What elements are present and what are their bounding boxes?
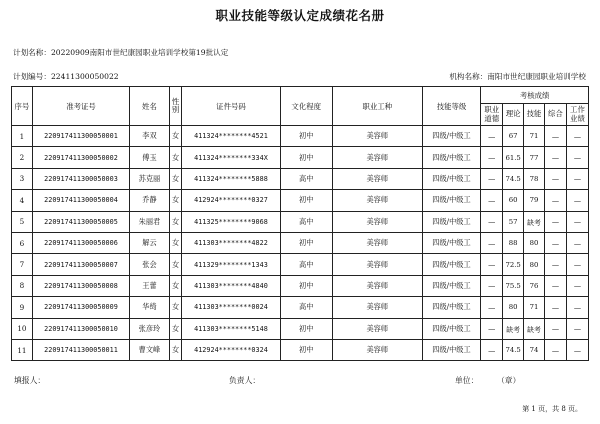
cell-overall: — [544,339,566,360]
cell-name: 张彦玲 [130,318,170,339]
cell-ticket: 220917411300050010 [32,318,129,339]
table-row [12,190,589,211]
cell-id: 411329********1343 [182,254,280,275]
cell-name: 苏克丽 [130,168,170,189]
cell-work: — [566,275,588,296]
cell-skill-level: 四级/中级工 [422,275,481,296]
cell-education: 高中 [280,168,332,189]
cell-ticket: 220917411300050001 [32,126,129,147]
cell-ticket: 220917411300050005 [32,211,129,232]
cell-ticket: 220917411300050011 [32,339,129,360]
cell-gender: 女 [169,339,182,360]
cell-gender: 女 [169,168,182,189]
cell-work: — [566,211,588,232]
col-name: 姓名 [130,87,170,126]
cell-seq: 7 [12,254,33,275]
cell-occupation: 美容师 [332,318,422,339]
cell-theory: 74.5 [503,168,524,189]
cell-education: 高中 [280,297,332,318]
cell-id: 411324********334X [182,147,280,168]
cell-ticket: 220917411300050004 [32,190,129,211]
cell-education: 初中 [280,190,332,211]
cell-occupation: 美容师 [332,254,422,275]
cell-occupation: 美容师 [332,211,422,232]
col-id: 证件号码 [182,87,280,126]
cell-overall: — [544,297,566,318]
cell-ethics: — [481,275,503,296]
cell-education: 初中 [280,275,332,296]
cell-skill: 71 [524,126,545,147]
cell-skill: 74 [524,339,545,360]
cell-id: 411303********4840 [182,275,280,296]
col-gender: 性别 [169,87,182,126]
cell-skill-level: 四级/中级工 [422,232,481,253]
cell-theory: 60 [503,190,524,211]
cell-theory: 缺考 [503,318,524,339]
table-row [12,275,589,296]
cell-theory: 72.5 [503,254,524,275]
cell-skill: 76 [524,275,545,296]
cell-occupation: 美容师 [332,232,422,253]
cell-name: 傅玉 [130,147,170,168]
cell-id: 411303********0024 [182,297,280,318]
col-ticket: 准考证号 [32,87,129,126]
cell-overall: — [544,254,566,275]
col-education: 文化程度 [280,87,332,126]
cell-skill: 79 [524,190,545,211]
cell-ticket: 220917411300050008 [32,275,129,296]
cell-education: 初中 [280,147,332,168]
col-theory: 理论 [503,104,524,126]
cell-education: 初中 [280,232,332,253]
cell-seq: 6 [12,232,33,253]
cell-work: — [566,318,588,339]
col-seq: 序号 [12,87,33,126]
cell-ticket: 220917411300050009 [32,297,129,318]
roster-body [12,126,589,361]
table-row [12,147,589,168]
cell-skill-level: 四级/中级工 [422,126,481,147]
table-row [12,318,589,339]
col-occupation: 职业工种 [332,87,422,126]
cell-work: — [566,297,588,318]
cell-work: — [566,147,588,168]
cell-education: 初中 [280,339,332,360]
cell-occupation: 美容师 [332,275,422,296]
cell-theory: 80 [503,297,524,318]
cell-name: 张会 [130,254,170,275]
cell-seq: 3 [12,168,33,189]
cell-gender: 女 [169,318,182,339]
cell-ethics: — [481,211,503,232]
col-skill-level: 技能等级 [422,87,481,126]
cell-theory: 88 [503,232,524,253]
cell-work: — [566,126,588,147]
plan-name: 计划名称：20220909南阳市世纪康园职业培训学校第19批认定 [13,48,229,57]
cell-id: 412924********0327 [182,190,280,211]
organization-name: 机构名称：南阳市世纪康园职业培训学校 [449,72,586,81]
cell-ethics: — [481,168,503,189]
col-skill: 技能 [524,104,545,126]
table-row [12,232,589,253]
cell-ticket: 220917411300050002 [32,147,129,168]
cell-ethics: — [481,297,503,318]
cell-overall: — [544,275,566,296]
col-ethics: 职业道德 [481,104,503,126]
cell-skill: 77 [524,147,545,168]
cell-ethics: — [481,318,503,339]
page-indicator: 第 1 页，共 8 页。 [522,405,582,413]
cell-seq: 2 [12,147,33,168]
cell-ethics: — [481,339,503,360]
cell-occupation: 美容师 [332,168,422,189]
cell-skill: 78 [524,168,545,189]
table-row [12,211,589,232]
cell-name: 王蕾 [130,275,170,296]
cell-work: — [566,190,588,211]
cell-overall: — [544,232,566,253]
cell-id: 411303********5148 [182,318,280,339]
table-row [12,254,589,275]
cell-skill-level: 四级/中级工 [422,339,481,360]
cell-work: — [566,254,588,275]
unit-label: 单位： [455,376,479,385]
cell-education: 高中 [280,211,332,232]
cell-skill: 80 [524,254,545,275]
cell-overall: — [544,168,566,189]
table-row [12,297,589,318]
cell-skill-level: 四级/中级工 [422,297,481,318]
cell-gender: 女 [169,254,182,275]
cell-theory: 75.5 [503,275,524,296]
cell-education: 初中 [280,318,332,339]
cell-theory: 61.5 [503,147,524,168]
plan-number: 计划编号：22411300050022 [13,72,119,81]
filler-label: 填报人： [14,376,46,385]
cell-name: 曹文峰 [130,339,170,360]
cell-skill: 缺考 [524,211,545,232]
cell-name: 朱丽君 [130,211,170,232]
col-overall: 综合 [544,104,566,126]
cell-overall: — [544,211,566,232]
cell-occupation: 美容师 [332,339,422,360]
cell-work: — [566,168,588,189]
cell-skill-level: 四级/中级工 [422,147,481,168]
cell-gender: 女 [169,147,182,168]
cell-name: 华绮 [130,297,170,318]
cell-seq: 5 [12,211,33,232]
seal-label: （章） [497,376,521,385]
cell-ethics: — [481,254,503,275]
cell-theory: 67 [503,126,524,147]
cell-ethics: — [481,147,503,168]
table-row [12,126,589,147]
cell-id: 411303********4822 [182,232,280,253]
cell-overall: — [544,190,566,211]
cell-overall: — [544,147,566,168]
cell-ethics: — [481,190,503,211]
cell-name: 乔静 [130,190,170,211]
cell-seq: 11 [12,339,33,360]
cell-theory: 57 [503,211,524,232]
cell-overall: — [544,126,566,147]
col-work: 工作业绩 [566,104,588,126]
cell-seq: 8 [12,275,33,296]
cell-gender: 女 [169,297,182,318]
cell-ethics: — [481,232,503,253]
table-row [12,339,589,360]
cell-occupation: 美容师 [332,147,422,168]
cell-seq: 1 [12,126,33,147]
cell-overall: — [544,318,566,339]
cell-occupation: 美容师 [332,297,422,318]
cell-ethics: — [481,126,503,147]
col-scores-group: 考核成绩 [481,87,589,104]
cell-occupation: 美容师 [332,126,422,147]
cell-skill: 71 [524,297,545,318]
cell-education: 高中 [280,254,332,275]
cell-name: 李双 [130,126,170,147]
table-row [12,168,589,189]
cell-skill: 缺考 [524,318,545,339]
cell-gender: 女 [169,190,182,211]
page-title: 职业技能等级认定成绩花名册 [215,8,385,23]
cell-ticket: 220917411300050007 [32,254,129,275]
cell-occupation: 美容师 [332,190,422,211]
cell-id: 411324********4521 [182,126,280,147]
cell-name: 解云 [130,232,170,253]
cell-seq: 4 [12,190,33,211]
cell-gender: 女 [169,232,182,253]
responsible-label: 负责人： [229,376,261,385]
cell-skill: 80 [524,232,545,253]
cell-seq: 10 [12,318,33,339]
cell-skill-level: 四级/中级工 [422,211,481,232]
cell-theory: 74.5 [503,339,524,360]
cell-id: 412924********0324 [182,339,280,360]
cell-seq: 9 [12,297,33,318]
cell-gender: 女 [169,275,182,296]
cell-skill-level: 四级/中级工 [422,318,481,339]
cell-gender: 女 [169,211,182,232]
cell-ticket: 220917411300050003 [32,168,129,189]
cell-ticket: 220917411300050006 [32,232,129,253]
cell-work: — [566,339,588,360]
cell-gender: 女 [169,126,182,147]
cell-work: — [566,232,588,253]
cell-skill-level: 四级/中级工 [422,168,481,189]
cell-id: 411324********5888 [182,168,280,189]
cell-id: 411325********9068 [182,211,280,232]
cell-skill-level: 四级/中级工 [422,254,481,275]
cell-education: 初中 [280,126,332,147]
roster-table [11,86,589,361]
cell-skill-level: 四级/中级工 [422,190,481,211]
